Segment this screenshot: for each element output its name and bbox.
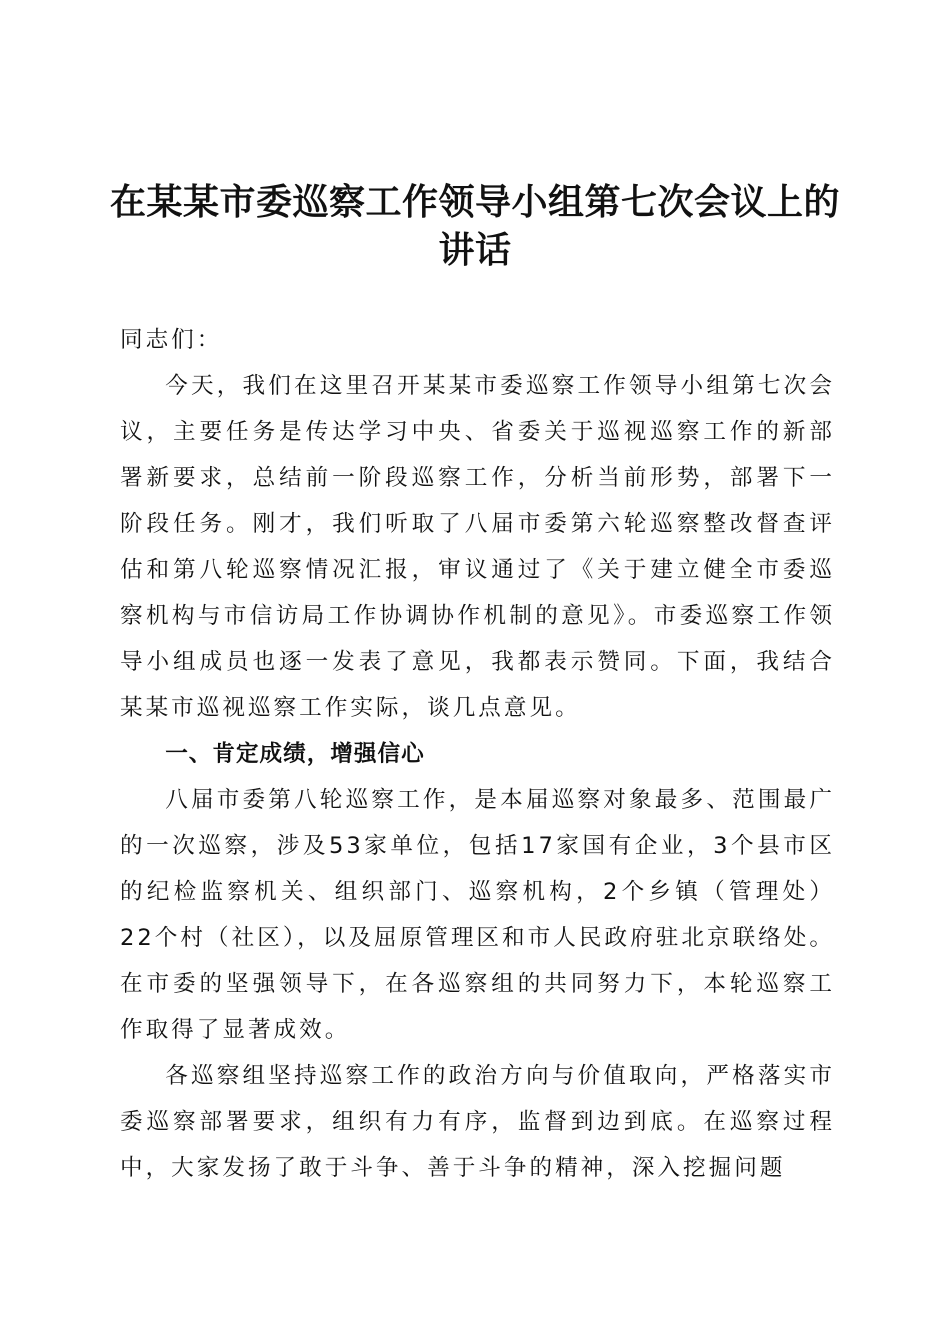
intro-paragraph: 今天，我们在这里召开某某市委巡察工作领导小组第七次会议，主要任务是传达学习中央、省委关于巡视巡察工作的新部署新要求，总结前一阶段巡察工作，分析当前形势，部署下一阶段任务。刚才，我们听取了八届市委第六轮巡察整改督查评估和第八轮巡察情况汇报，审议通过了《关于建立健全市委巡察机构与市信访局工作协调协作机制的意见》。市委巡察工作领导小组成员也逐一发表了意见，我都表示赞同。下面，我结合某某市巡视巡察工作实际，谈几点意见。 (120, 373, 835, 721)
section-heading: 一、肯定成绩，增强信心 (165, 741, 425, 767)
salutation: 同志们： (120, 327, 223, 353)
section-paragraph: 各巡察组坚持巡察工作的政治方向与价值取向，严格落实市委巡察部署要求，组织有力有序，监督到边到底。在巡察过程中，大家发扬了敢于斗争、善于斗争的精神，深入挖掘问题 (120, 1063, 835, 1181)
document-body (120, 317, 835, 1191)
section-paragraph: 八届市委第八轮巡察工作，是本届巡察对象最多、范围最广的一次巡察，涉及53家单位，包括17家国有企业，3个县市区的纪检监察机关、组织部门、巡察机构，2个乡镇（管理处）22个村（社区），以及屈原管理区和市人民政府驻北京联络处。在市委的坚强领导下，在各巡察组的共同努力下，本轮巡察工作取得了显著成效。 (120, 787, 835, 1043)
document-title: 在某某市委巡察工作领导小组第七次会议上的讲话 (109, 181, 840, 271)
